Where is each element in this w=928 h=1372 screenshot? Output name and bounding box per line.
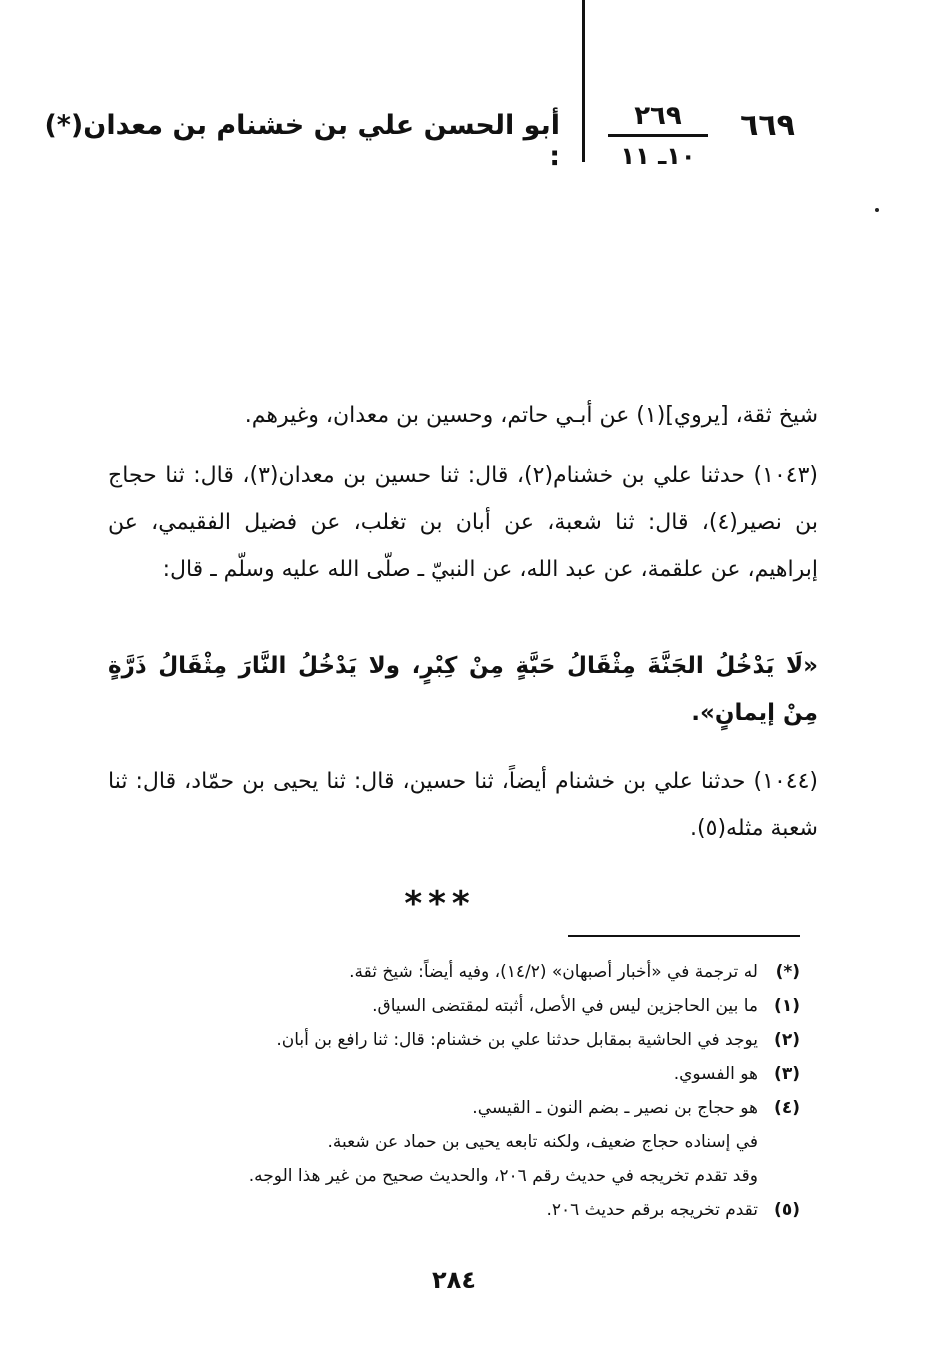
footnote-line: وقد تقدم تخريجه في حديث رقم ٢٠٦، والحديث صحيح من غير هذا الوجه. [248,1166,758,1186]
reference-fraction [608,100,708,171]
reference-bottom: ١٠ـ ١١ [620,142,696,170]
footnote-line: يوجد في الحاشية بمقابل حدثنا علي بن خشنام: قال: ثنا رافع بن أبان. [276,1030,758,1050]
paragraph-hadith-1044: (١٠٤٤) حدثنا علي بن خشنام أيضاً، ثنا حسين، قال: ثنا يحيى بن حمّاد، قال: ثنا شعبة مثله(٥). [108,769,818,841]
footnote-mark: (٤) [774,1098,800,1118]
footnote-line: له ترجمة في «أخبار أصبهان» (١٤/٢)، وفيه أيضاً: شيخ ثقة. [349,962,758,982]
entry-title: أبو الحسن علي بن خشنام بن معدان(*) : [44,110,560,172]
footnote-line: في إسناده حجاج ضعيف، ولكنه تابعه يحيى بن حماد عن شعبة. [327,1132,758,1152]
footnote [120,1023,800,1057]
paragraph-hadith-text: «لَا يَدْخُلُ الجَنَّةَ مِثْقَالُ حَبَّةٍ مِنْ كِبْرٍ، ولا يَدْخُلُ النَّارَ مِثْقَالُ ذَرَّةٍ مِنْ إيمانٍ». [108,653,818,726]
section-separator: *** [404,884,476,924]
paragraph-hadith-1043: (١٠٤٣) حدثنا علي بن خشنام(٢)، قال: ثنا حسين بن معدان(٣)، قال: ثنا حجاج بن نصير(٤)، قال: ثنا شعبة، عن أبان بن تغلب، عن فضيل الفقيمي، عن إبراهيم، عن علقمة، عن عبد الله، عن النبيّ ـ صلّى الله عليه وسلّم ـ قال: [108,463,819,582]
footnote-mark: (٢) [774,1030,800,1050]
reference-top: ٢٦٩ [634,101,682,131]
footnote [120,1091,800,1193]
footnote-mark: (١) [774,996,800,1016]
footnote [120,989,800,1023]
entry-number: ٦٦٩ [740,108,795,143]
footnote-rule [568,935,800,937]
header-vertical-rule [582,0,585,162]
footnote-line: تقدم تخريجه برقم حديث ٢٠٦. [546,1200,758,1220]
footnote [120,955,800,989]
footnote-line: هو الفسوي. [673,1064,758,1084]
margin-dot [875,208,879,212]
fraction-rule [608,134,708,137]
footnote [120,1193,800,1227]
footnote-mark: (٥) [774,1200,800,1220]
footnotes [120,955,800,1227]
footnote-line: ما بين الحاجزين ليس في الأصل، أثبته لمقتضى السياق. [372,996,758,1016]
footnote [120,1057,800,1091]
footnote-line: هو حجاج بن نصير ـ بضم النون ـ القيسي. [472,1098,758,1118]
footnote-mark: (*) [775,962,800,982]
paragraph-biography: شيخ ثقة، [يروي](١) عن أبـي حاتم، وحسين بن معدان، وغيرهم. [244,403,818,428]
page-number: ٢٨٤ [432,1266,476,1294]
footnote-mark: (٣) [774,1064,800,1084]
